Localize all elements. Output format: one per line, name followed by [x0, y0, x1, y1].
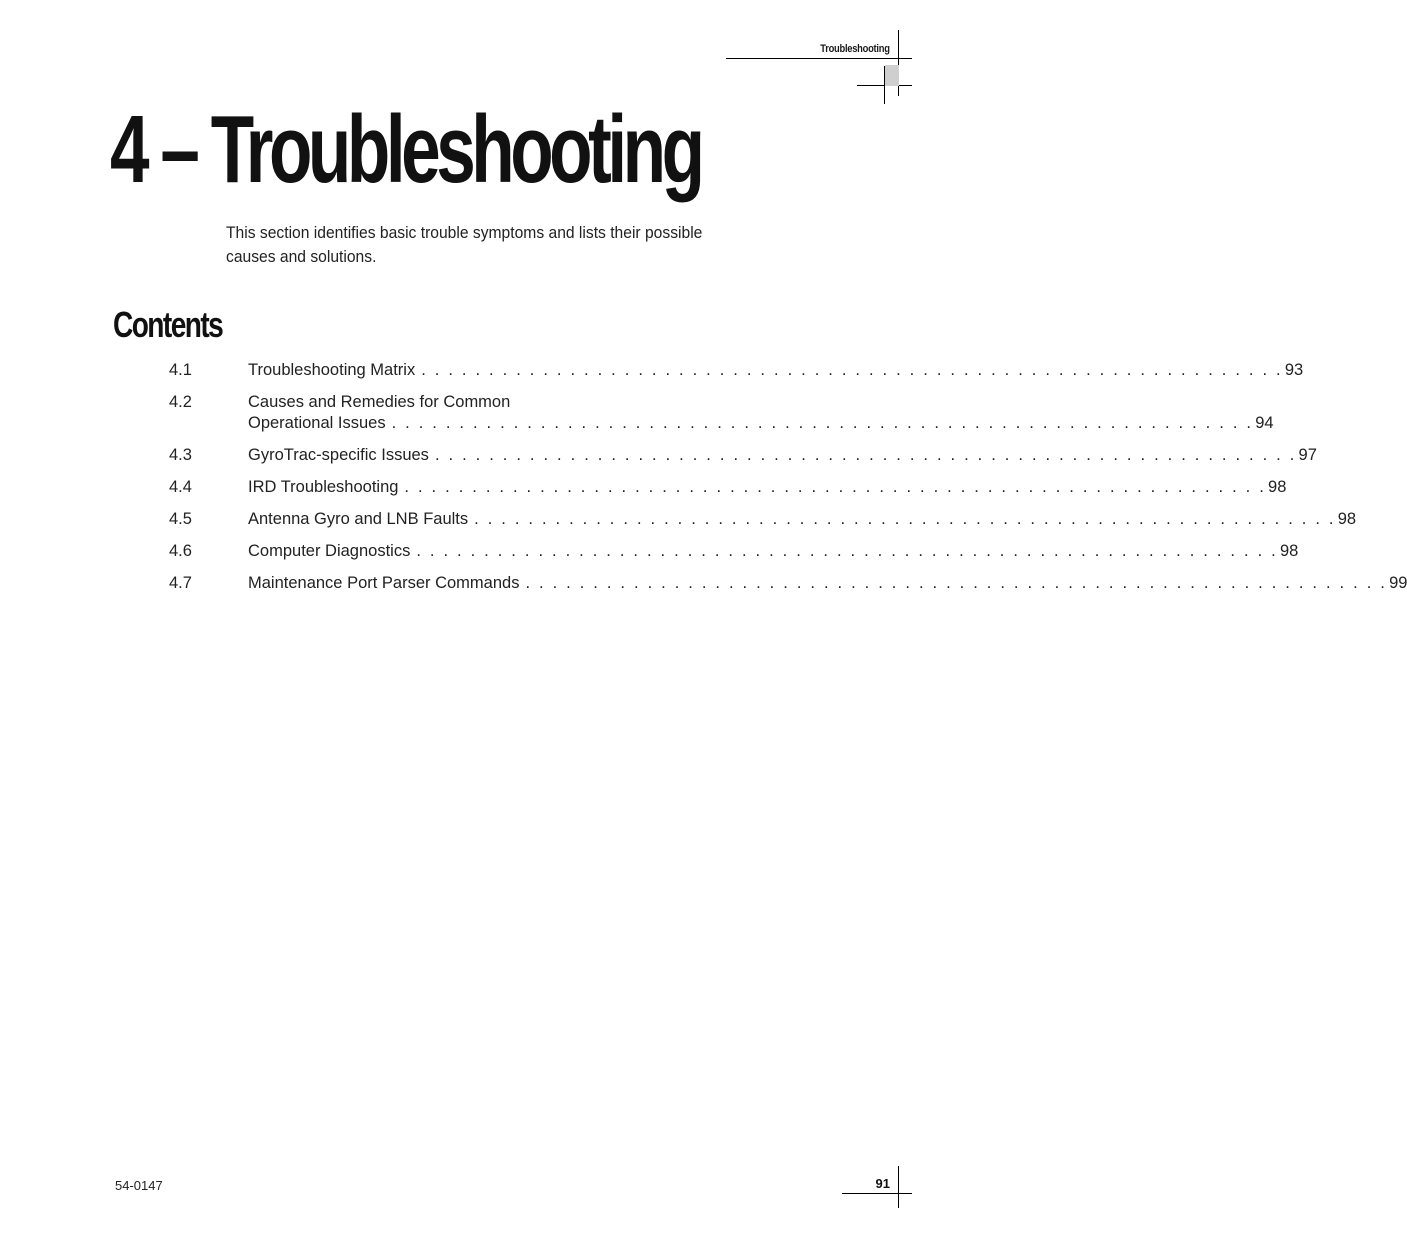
toc-item-number: 4.4	[169, 478, 192, 496]
page-number: 91	[875, 1176, 890, 1191]
running-header: Troubleshooting	[820, 43, 890, 55]
toc-item[interactable]	[169, 541, 1299, 562]
contents-heading: Contents	[113, 304, 223, 345]
toc-item-number: 4.7	[169, 574, 192, 592]
toc-item[interactable]	[169, 573, 1407, 594]
table-of-contents	[169, 360, 1407, 605]
toc-item-title: Maintenance Port Parser Commands	[248, 574, 520, 592]
toc-item[interactable]	[169, 392, 1274, 434]
toc-leader-dots	[421, 360, 1283, 381]
toc-item-title: Causes and Remedies for Common	[248, 393, 511, 411]
footer-rule	[842, 1193, 912, 1194]
toc-item-number: 4.6	[169, 542, 192, 560]
toc-item-page: 98	[1268, 478, 1287, 496]
chapter-title: 4 – Troubleshooting	[110, 96, 701, 203]
toc-item-number: 4.5	[169, 510, 192, 528]
toc-item-page: 98	[1337, 510, 1357, 528]
toc-leader-dots	[392, 413, 1254, 434]
crop-mark-vertical	[898, 30, 899, 96]
intro-paragraph: This section identifies basic trouble symptoms and lists their possible causes and solutions.	[226, 223, 703, 266]
toc-leader-dots	[525, 573, 1387, 594]
toc-item-page: 99	[1389, 574, 1407, 592]
toc-item[interactable]	[169, 477, 1287, 498]
toc-leader-dots	[435, 445, 1297, 466]
toc-item-title: Troubleshooting Matrix	[248, 361, 416, 379]
header-rule	[726, 58, 912, 59]
toc-leader-dots	[416, 541, 1278, 562]
toc-item-title: Computer Diagnostics	[248, 542, 411, 560]
toc-item[interactable]	[169, 509, 1357, 530]
toc-item-number: 4.1	[169, 361, 192, 379]
toc-item-title: GyroTrac-specific Issues	[248, 446, 429, 464]
crop-mark-shade	[885, 65, 899, 86]
toc-item[interactable]	[169, 445, 1317, 466]
toc-item-page: 97	[1298, 446, 1317, 464]
toc-leader-dots	[474, 509, 1336, 530]
toc-item-page: 94	[1255, 414, 1274, 432]
toc-item[interactable]	[169, 360, 1304, 381]
toc-item-title-continued: Operational Issues	[248, 414, 386, 432]
toc-item-page: 98	[1279, 542, 1299, 560]
toc-leader-dots	[404, 477, 1266, 498]
footer-crop-mark-vertical	[898, 1166, 899, 1208]
toc-item-title: Antenna Gyro and LNB Faults	[248, 510, 469, 528]
toc-item-number: 4.3	[169, 446, 192, 464]
toc-item-title: IRD Troubleshooting	[248, 478, 399, 496]
toc-item-page: 93	[1284, 361, 1304, 379]
toc-item-number: 4.2	[169, 393, 192, 411]
document-number: 54-0147	[115, 1178, 163, 1193]
